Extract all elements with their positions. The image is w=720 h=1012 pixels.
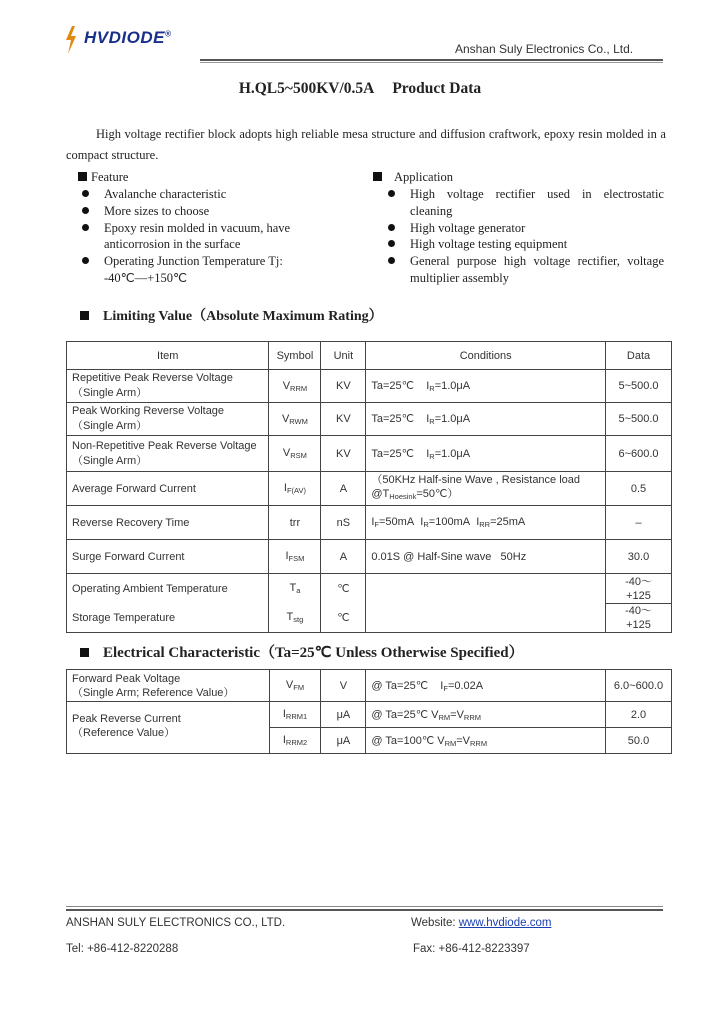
- table-row: Reverse Recovery Time trr nS $I_F=50mA$ $I_R=100mA$ $I_{RR}=25mA$ –: [67, 506, 672, 540]
- footer-rule: [66, 909, 663, 911]
- list-item: Operating Junction Temperature Tj: -40℃—+150℃: [78, 253, 308, 287]
- bullet-icon: [82, 207, 89, 214]
- table-row: Repetitive Peak Reverse Voltage （Single Arm） $V_{RRM}$ KV Ta=25℃ $I_R=1.0\mu A$ 5~500.0: [67, 370, 672, 403]
- square-bullet-icon: [78, 172, 87, 181]
- table-row: Surge Forward Current $I_{FSM}$ A 0.01S @ Half-Sine wave 50Hz 30.0: [67, 540, 672, 574]
- table-row: $I_{RRM2}$ μA @ Ta=100℃ $V_{RM}=V_{RRM}$ 50.0: [67, 728, 672, 754]
- limiting-table: [66, 341, 672, 633]
- list-item: High voltage generator: [384, 220, 664, 237]
- table-row: Peak Working Reverse Voltage （Single Arm） $V_{RWM}$ KV Ta=25℃ $I_R=1.0\mu A$ 5~500.0: [67, 403, 672, 436]
- header-cell: Symbol: [269, 342, 321, 370]
- list-item: Epoxy resin molded in vacuum, have anticorrosion in the surface: [78, 220, 308, 254]
- square-bullet-icon: [80, 648, 89, 657]
- footer-website: Website: www.hvdiode.com: [411, 917, 552, 929]
- table-row: Non-Repetitive Peak Reverse Voltage （Single Arm） $V_{RSM}$ KV Ta=25℃ $I_R=1.0\mu A$ 6~600.0: [67, 436, 672, 472]
- logo-text: HVDIODE®: [84, 28, 172, 47]
- square-bullet-icon: [80, 311, 89, 320]
- table-row: Storage Temperature $T_{stg}$ ℃ -40～ +125: [67, 604, 672, 633]
- bullet-icon: [388, 240, 395, 247]
- list-item: High voltage rectifier used in electrostatic cleaning: [384, 186, 664, 220]
- header-cell: Conditions: [366, 342, 606, 370]
- table-row: Operating Ambient Temperature $T_a$ ℃ -40～ +125: [67, 574, 672, 604]
- header-rule-thin: [200, 62, 663, 63]
- table-header-row: [67, 342, 672, 370]
- bullet-icon: [82, 224, 89, 231]
- feature-heading: Feature: [78, 170, 128, 185]
- page-title: [0, 80, 720, 98]
- limiting-heading: Limiting Value（Absolute Maximum Rating）: [80, 305, 383, 325]
- intro-paragraph: High voltage rectifier block adopts high reliable mesa structure and diffusion craftwork, epoxy resin molded in a compact structure.: [66, 127, 666, 162]
- title-label: Product Data: [392, 80, 482, 97]
- footer-company: ANSHAN SULY ELECTRONICS CO., LTD.: [66, 917, 286, 929]
- list-item: Avalanche characteristic: [78, 186, 308, 203]
- electrical-table: [66, 669, 672, 754]
- list-item: High voltage testing equipment: [384, 236, 664, 253]
- feature-list: [78, 186, 308, 287]
- bullet-icon: [388, 190, 395, 197]
- bullet-icon: [82, 190, 89, 197]
- header-cell: Unit: [321, 342, 366, 370]
- part-number: H.QL5~500KV/0.5A: [238, 80, 375, 97]
- table-row: Forward Peak Voltage （Single Arm; Reference Value） $V_{FM}$ V @ Ta=25℃ $I_F=0.02A$ 6.0~600.0: [67, 670, 672, 702]
- list-item: More sizes to choose: [78, 203, 308, 220]
- application-heading: Application: [373, 170, 453, 185]
- square-bullet-icon: [373, 172, 382, 181]
- header-cell: Data: [606, 342, 672, 370]
- footer-tel: Tel: +86-412-8220288: [66, 943, 179, 955]
- company-name: Anshan Suly Electronics Co., Ltd.: [455, 42, 634, 56]
- lightning-icon: [66, 26, 76, 54]
- electrical-heading: Electrical Characteristic（Ta=25℃ Unless Otherwise Specified）: [80, 641, 524, 662]
- footer-fax: Fax: +86-412-8223397: [413, 943, 530, 955]
- application-list: [384, 186, 664, 287]
- table-row: Average Forward Current $I_{F(AV)}$ A （50KHz Half-sine Wave , Resistance load $@T_{Hoesink}=50℃$） 0.5: [67, 472, 672, 506]
- bullet-icon: [388, 224, 395, 231]
- bullet-icon: [388, 257, 395, 264]
- website-link[interactable]: www.hvdiode.com: [458, 917, 552, 929]
- footer-rule-thin: [66, 906, 663, 907]
- table-row: Peak Reverse Current （Reference Value） $I_{RRM1}$ μA @ Ta=25℃ $V_{RM}=V_{RRM}$ 2.0: [67, 702, 672, 728]
- header-rule: [200, 59, 663, 61]
- header-cell: Item: [67, 342, 269, 370]
- bullet-icon: [82, 257, 89, 264]
- list-item: General purpose high voltage rectifier, voltage multiplier assembly: [384, 253, 664, 287]
